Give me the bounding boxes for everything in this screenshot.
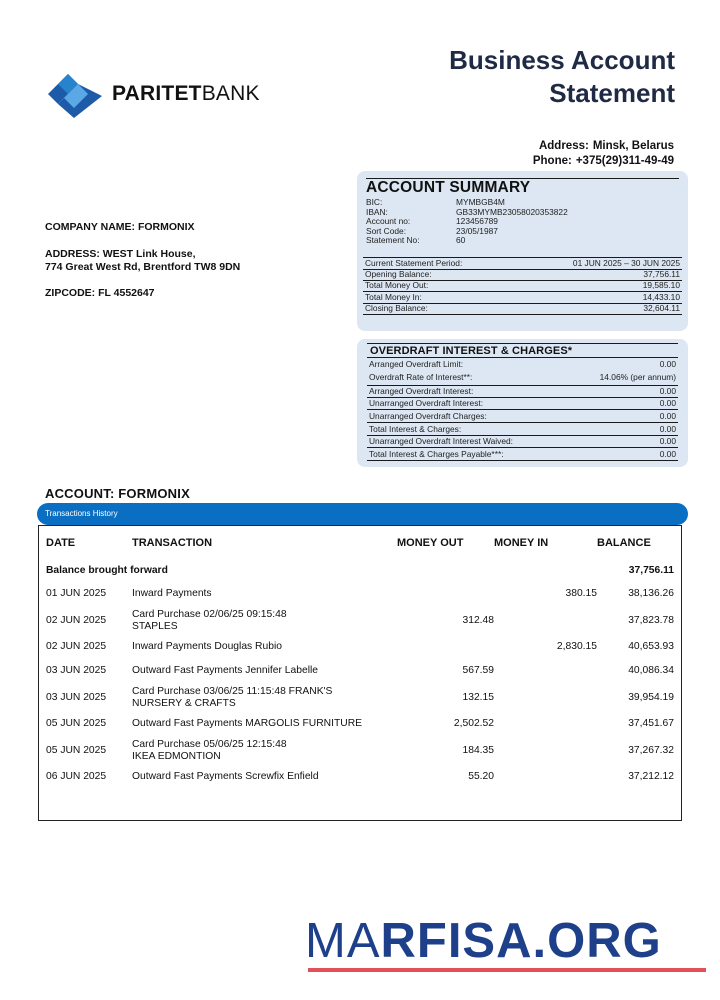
- table-row: [39, 712, 681, 736]
- summary-row-label: Current Statement Period:: [365, 258, 463, 268]
- transaction-date: 05 JUN 2025: [46, 744, 107, 756]
- bank-contact: [533, 139, 674, 169]
- table-row: [39, 659, 681, 683]
- overdraft-row-value: 14.06% (per annum): [599, 371, 676, 382]
- transaction-money-in: [494, 765, 597, 789]
- table-row: [39, 606, 681, 635]
- summary-row-label: Opening Balance:: [365, 268, 432, 279]
- transaction-money-in: [494, 659, 597, 683]
- table-row: [39, 582, 681, 606]
- transaction-balance: 37,823.78: [628, 614, 674, 626]
- account-detail-value: 123456789: [456, 216, 498, 227]
- overdraft-row-value: 0.00: [659, 397, 676, 408]
- transaction-desc-line1: Inward Payments Douglas Rubio: [132, 641, 282, 653]
- watermark-underline: [308, 968, 706, 972]
- summary-row-value: 32,604.11: [643, 303, 680, 314]
- summary-row-value: 14,433.10: [642, 291, 680, 302]
- transactions-table-box: [38, 525, 682, 821]
- account-summary-title: ACCOUNT SUMMARY: [366, 179, 531, 196]
- table-row: [39, 736, 681, 765]
- col-balance: BALANCE: [597, 537, 651, 549]
- transaction-description: [132, 582, 397, 606]
- summary-row-value: 01 JUN 2025 – 30 JUN 2025: [572, 258, 680, 268]
- transaction-desc-line1: Outward Fast Payments Screwfix Enfield: [132, 771, 319, 783]
- table-row: [39, 635, 681, 659]
- transaction-money-out: 312.48: [462, 614, 494, 626]
- transaction-desc-line2: NURSERY & CRAFTS: [132, 697, 236, 709]
- company-address: ADDRESS: WEST Link House, 774 Great West Rd, Brentford TW8 9DN: [45, 248, 241, 273]
- overdraft-title: OVERDRAFT INTEREST & CHARGES*: [370, 345, 573, 357]
- col-transaction: TRANSACTION: [132, 537, 213, 549]
- overdraft-row-value: 0.00: [659, 385, 676, 396]
- summary-row: [363, 269, 682, 281]
- company-name: COMPANY NAME: FORMONIX: [45, 221, 195, 233]
- transaction-money-out: [397, 582, 494, 606]
- transaction-money-in: [494, 683, 597, 712]
- overdraft-title-underline: [367, 357, 678, 358]
- transaction-balance: 40,653.93: [628, 641, 674, 653]
- overdraft-row-value: 0.00: [659, 436, 676, 447]
- account-detail-row: [366, 236, 465, 246]
- transaction-balance: 40,086.34: [628, 665, 674, 677]
- account-detail-label: BIC:: [366, 197, 383, 207]
- account-detail-label: Statement No:: [366, 235, 420, 246]
- transaction-desc-line2: IKEA EDMONTION: [132, 750, 221, 762]
- transaction-date: 05 JUN 2025: [46, 718, 107, 730]
- summary-row-value: 37,756.11: [643, 268, 680, 279]
- overdraft-row: [367, 411, 678, 423]
- diamond-logo-icon: [44, 66, 106, 122]
- overdraft-row-label: Unarranged Overdraft Charges:: [369, 410, 487, 421]
- company-zipcode: ZIPCODE: FL 4552647: [45, 287, 155, 299]
- transaction-date: 06 JUN 2025: [46, 771, 107, 783]
- phone-line: Phone: +375(29)311-49-49: [532, 155, 674, 167]
- transaction-money-out: 132.15: [462, 691, 494, 703]
- overdraft-row-label: Unarranged Overdraft Interest Waived:: [369, 436, 513, 447]
- balance-forward-label: Balance brought forward: [46, 565, 168, 577]
- watermark-logo: MARFISA.ORG: [305, 914, 662, 968]
- transaction-balance: 37,212.12: [628, 771, 674, 783]
- account-detail-label: IBAN:: [366, 206, 388, 217]
- transaction-money-out: 567.59: [462, 665, 494, 677]
- summary-row-value: 19,585.10: [642, 280, 680, 291]
- transaction-description: [132, 606, 397, 635]
- transaction-money-in: 380.15: [565, 588, 597, 600]
- transaction-money-in: [494, 606, 597, 635]
- transaction-date: 02 JUN 2025: [46, 614, 107, 626]
- document-title: Business Account Statement: [449, 45, 675, 108]
- transaction-desc-line1: Card Purchase 02/06/25 09:15:48: [132, 609, 287, 620]
- account-detail-label: Account no:: [366, 216, 411, 227]
- transaction-description: [132, 736, 397, 765]
- transaction-money-in: 2,830.15: [556, 641, 597, 653]
- overdraft-row: [367, 385, 678, 398]
- overdraft-row-label: Total Interest & Charges:: [369, 423, 462, 434]
- account-summary-box: [357, 171, 688, 331]
- transaction-balance: 37,267.32: [628, 744, 674, 756]
- transaction-desc-line1: Card Purchase 05/06/25 12:15:48: [132, 739, 287, 750]
- table-header-row: [39, 526, 681, 560]
- overdraft-row-value: 0.00: [659, 359, 676, 369]
- account-detail-label: Sort Code:: [366, 225, 407, 236]
- summary-row-label: Total Money In:: [365, 291, 422, 302]
- account-detail-value: 23/05/1987: [456, 225, 498, 236]
- summary-row: [363, 292, 682, 304]
- overdraft-row-value: 0.00: [659, 449, 676, 460]
- overdraft-row: [367, 449, 678, 461]
- bank-logo: [44, 66, 264, 122]
- transaction-balance: 37,451.67: [628, 718, 674, 730]
- account-title: ACCOUNT: FORMONIX: [45, 486, 190, 501]
- transaction-description: [132, 683, 397, 712]
- col-date: DATE: [46, 537, 76, 549]
- overdraft-row-label: Unarranged Overdraft Interest:: [369, 397, 484, 408]
- bank-name: PARITETBANK: [112, 82, 260, 105]
- overdraft-row-value: 0.00: [659, 423, 676, 434]
- transaction-money-out: 55.20: [468, 771, 494, 783]
- overdraft-row: [367, 424, 678, 436]
- transaction-desc-line2: STAPLES: [132, 620, 178, 632]
- transaction-desc-line1: Outward Fast Payments MARGOLIS FURNITURE: [132, 718, 363, 730]
- overdraft-row: [367, 436, 678, 448]
- transaction-balance: 38,136.26: [628, 588, 674, 600]
- balance-forward-value: 37,756.11: [628, 565, 674, 577]
- transaction-description: [132, 659, 397, 683]
- overdraft-row-label: Overdraft Rate of Interest**:: [369, 371, 473, 382]
- transaction-description: [132, 712, 397, 736]
- transaction-description: [132, 765, 397, 789]
- transaction-desc-line1: Card Purchase 03/06/25 11:15:48 FRANK'S: [132, 686, 333, 697]
- transaction-desc-line1: Inward Payments: [132, 588, 212, 600]
- transaction-money-out: 2,502.52: [453, 718, 494, 730]
- transaction-money-in: [494, 736, 597, 765]
- transaction-money-out: [397, 635, 494, 659]
- col-money-out: MONEY OUT: [397, 537, 464, 549]
- transactions-history-bar: Transactions History: [37, 503, 688, 525]
- transaction-desc-line1: Outward Fast Payments Jennifer Labelle: [132, 665, 319, 677]
- overdraft-row-label: Arranged Overdraft Limit:: [369, 359, 464, 369]
- transaction-date: 03 JUN 2025: [46, 665, 107, 677]
- transaction-date: 03 JUN 2025: [46, 691, 107, 703]
- overdraft-row-value: 0.00: [659, 410, 676, 421]
- transaction-description: [132, 635, 397, 659]
- transaction-balance: 39,954.19: [628, 691, 674, 703]
- transactions-table: [39, 526, 681, 789]
- col-money-in: MONEY IN: [494, 537, 549, 549]
- transaction-money-in: [494, 712, 597, 736]
- transaction-date: 02 JUN 2025: [46, 641, 107, 653]
- account-detail-value: MYMBGB4M: [456, 197, 505, 207]
- summary-row: [363, 303, 682, 315]
- account-detail-value: 60: [456, 235, 466, 246]
- balance-forward-row: [39, 560, 681, 582]
- table-row: [39, 683, 681, 712]
- summary-row: [363, 280, 682, 292]
- overdraft-box: [357, 339, 688, 467]
- summary-row-label: Closing Balance:: [365, 303, 428, 314]
- overdraft-row: [367, 372, 678, 383]
- overdraft-row: [367, 359, 678, 370]
- summary-row-label: Total Money Out:: [365, 280, 429, 291]
- overdraft-row-label: Total Interest & Charges Payable***:: [369, 449, 504, 460]
- overdraft-row-label: Arranged Overdraft Interest:: [369, 385, 474, 396]
- overdraft-row: [367, 398, 678, 410]
- address-line: Address: Minsk, Belarus: [538, 140, 674, 152]
- account-detail-value: GB33MYMB23058020353822: [456, 206, 568, 217]
- table-row: [39, 765, 681, 789]
- transaction-date: 01 JUN 2025: [46, 588, 107, 600]
- transaction-money-out: 184.35: [462, 744, 494, 756]
